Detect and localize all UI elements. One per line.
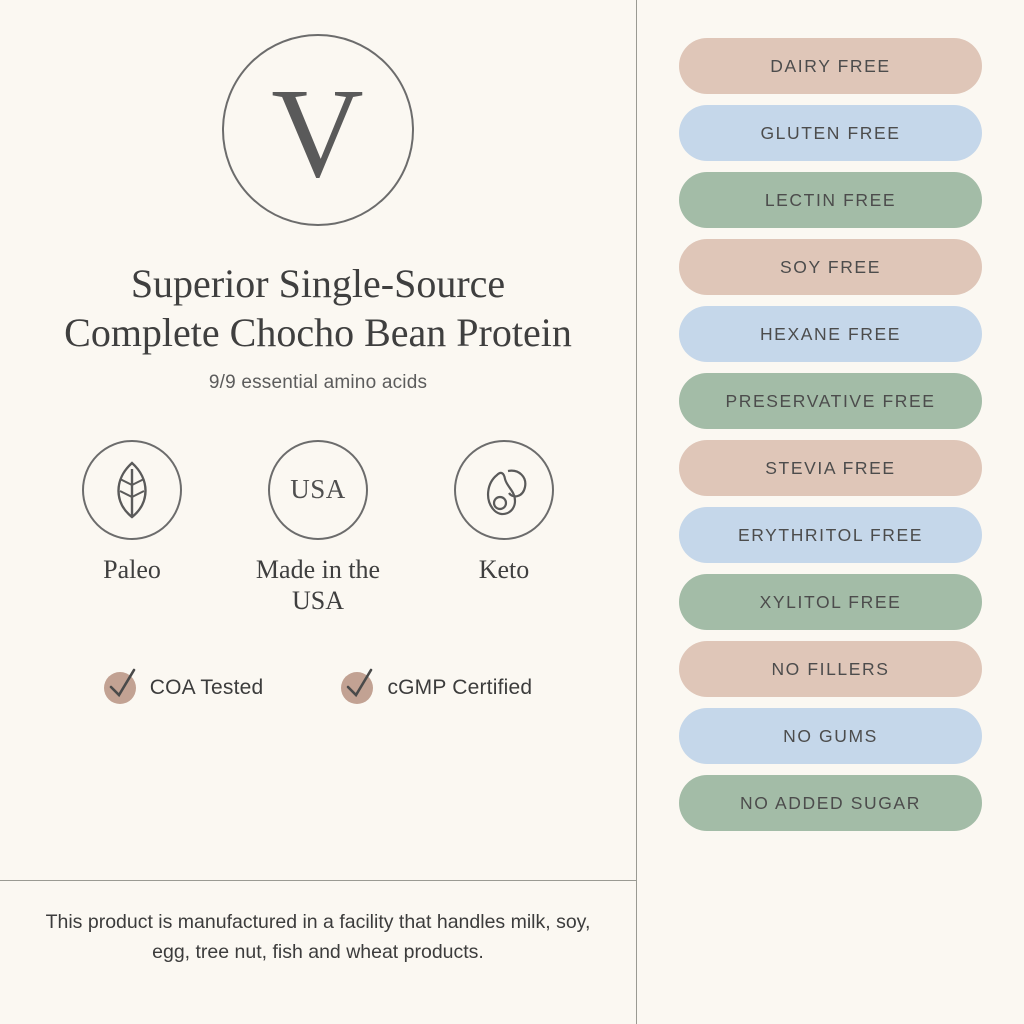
avocado-icon <box>454 440 554 540</box>
pill-stevia-free <box>679 440 982 496</box>
pill-no-added-sugar <box>679 775 982 831</box>
pill-xylitol-free <box>679 574 982 630</box>
footer-disclaimer-section <box>0 880 636 1024</box>
pill-preservative-free <box>679 373 982 429</box>
pill-label: STEVIA FREE <box>765 457 896 478</box>
check-circle-icon <box>341 672 373 704</box>
check-label: cGMP Certified <box>387 675 533 699</box>
quality-checks <box>104 672 532 704</box>
logo-letter: V <box>271 62 365 204</box>
pill-label: HEXANE FREE <box>759 323 902 344</box>
badge-label: Paleo <box>103 554 161 584</box>
pill-label: PRESERVATIVE FREE <box>725 390 936 411</box>
badge-keto <box>439 440 569 616</box>
usa-text-icon <box>268 440 368 540</box>
badge-label: Made in the USA <box>255 554 381 615</box>
check-circle-icon <box>104 672 136 704</box>
attribute-pill-list <box>637 0 1024 1024</box>
pill-label: NO ADDED SUGAR <box>740 792 921 813</box>
page-subtitle: 9/9 essential amino acids <box>208 371 428 393</box>
pill-label: DAIRY FREE <box>770 55 891 76</box>
badge-label: Keto <box>478 554 530 584</box>
certification-badges <box>67 440 569 616</box>
pill-label: ERYTHRITOL FREE <box>737 524 924 545</box>
check-cgmp-certified <box>341 672 532 704</box>
pill-label: XYLITOL FREE <box>759 591 902 612</box>
check-label: COA Tested <box>149 675 264 699</box>
pill-label: GLUTEN FREE <box>760 122 901 143</box>
disclaimer-text: This product is manufactured in a facility that handles milk, soy, egg, tree nut, fish and wheat products. <box>45 911 591 964</box>
pill-no-fillers <box>679 641 982 697</box>
pill-no-gums <box>679 708 982 764</box>
pill-hexane-free <box>679 306 982 362</box>
check-coa-tested <box>104 672 264 704</box>
pill-gluten-free <box>679 105 982 161</box>
pill-soy-free <box>679 239 982 295</box>
page-title: Superior Single-Source Complete Chocho Bean Protein <box>64 261 572 355</box>
pill-label: SOY FREE <box>780 256 881 277</box>
pill-lectin-free <box>679 172 982 228</box>
leaf-icon <box>82 440 182 540</box>
badge-made-in-usa <box>253 440 383 616</box>
badge-paleo <box>67 440 197 616</box>
pill-label: NO FILLERS <box>771 658 890 679</box>
pill-label: NO GUMS <box>783 725 878 746</box>
pill-dairy-free <box>679 38 982 94</box>
usa-label: USA <box>290 474 346 505</box>
pill-label: LECTIN FREE <box>764 189 897 210</box>
circle-monogram-icon <box>222 34 414 226</box>
pill-erythritol-free <box>679 507 982 563</box>
